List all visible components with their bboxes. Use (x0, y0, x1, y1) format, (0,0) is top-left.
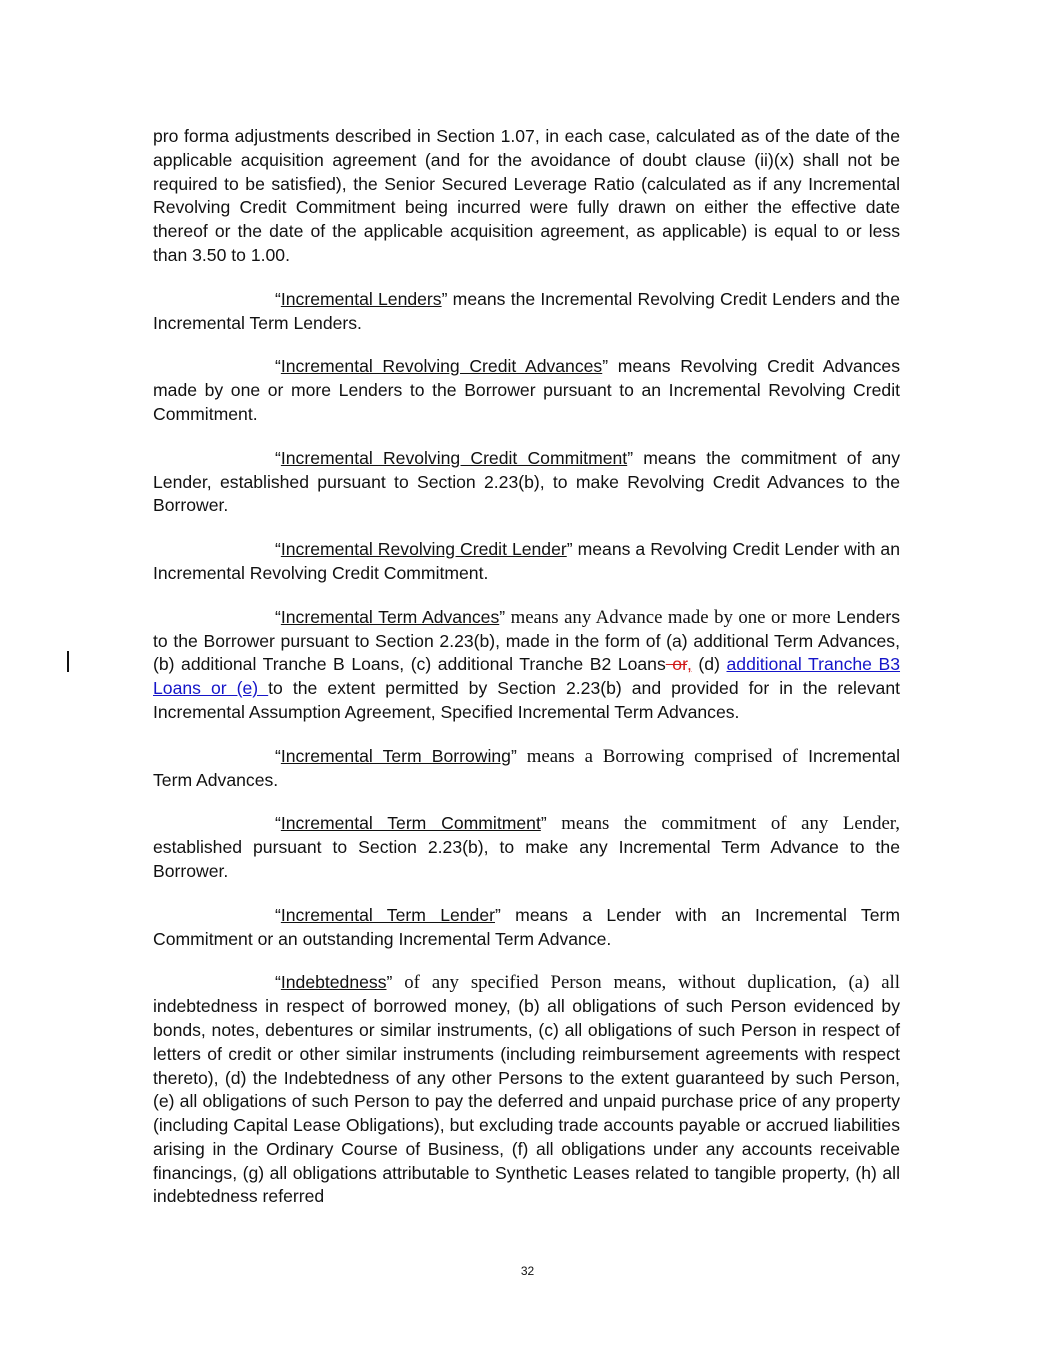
close-quote: ” (386, 972, 393, 993)
close-quote: ” (441, 288, 448, 309)
open-quote: “ (275, 539, 281, 560)
close-quote: ” (602, 356, 609, 377)
tracked-deletion: or (665, 654, 687, 675)
definition-text: means Revolving Credit Advances made by one or more Lenders to the Borrower pursuant to an Incremental Revolving Credit Commitment. (153, 356, 900, 424)
open-quote: “ (275, 606, 281, 627)
page-number: 32 (520, 1264, 535, 1278)
definition-incremental-revolving-credit-commitment (153, 447, 900, 518)
definition-incremental-term-lender (153, 904, 900, 952)
definition-incremental-lenders (153, 288, 900, 336)
definition-indebtedness (153, 971, 900, 1209)
defined-term: Incremental Revolving Credit Commitment (280, 447, 628, 468)
definition-text: means a Lender with an Incremental Term Commitment or an outstanding Incremental Term Advance. (153, 904, 900, 949)
document-page-body (153, 125, 900, 1229)
definition-text-serif: means a Borrowing comprised of (516, 745, 798, 767)
definition-text: means a Revolving Credit Lender with an Incremental Revolving Credit Commitment. (153, 539, 900, 583)
definition-text: (d) (691, 654, 720, 675)
open-quote: “ (275, 745, 281, 766)
definition-text-serif: means the commitment of any Lender, (546, 813, 900, 835)
defined-term: Incremental Term Lender (280, 904, 495, 925)
definition-text: Incremental Term Advances. (153, 745, 901, 790)
tracked-insertion-blue: additional Tranche B3 Loans or (e) (153, 654, 901, 699)
definition-text-serif: means any Advance made by one or more (505, 606, 831, 628)
definition-incremental-term-borrowing (153, 745, 900, 793)
defined-term: Incremental Term Advances (280, 606, 500, 627)
close-quote: ” (494, 904, 501, 925)
definition-text: Lenders to the Borrower pursuant to Section 2.23(b), made in the form of (a) additional Term Advances, (b) additional Tranche B Loans, (c) additional Tranche B2 Loans (153, 606, 901, 675)
open-quote: “ (275, 813, 281, 834)
definition-text: means the commitment of any Lender, established pursuant to Section 2.23(b), to make Revolving Credit Advances to the Borrower. (153, 447, 900, 516)
definition-text-serif: of any specified Person means, without duplication, (a) all (392, 972, 900, 994)
open-quote: “ (275, 288, 281, 309)
defined-term: Incremental Revolving Credit Advances (280, 356, 603, 377)
definition-text: means the Incremental Revolving Credit Lenders and the Incremental Term Lenders. (153, 288, 901, 333)
close-quote: ” (510, 745, 517, 766)
close-quote: ” (627, 447, 634, 468)
open-quote: “ (275, 356, 281, 377)
definition-incremental-term-commitment (153, 812, 900, 883)
intro-paragraph: pro forma adjustments described in Section 1.07, in each case, calculated as of the date of the applicable acquisition agreement (and for the avoidance of doubt clause (ii)(x) shall not be required to be satisfied), the Senior Secured Leverage Ratio (calculated as if any Incremental Revolving Credit Commitment being incurred were fully drawn on either the effective date thereof or the date of the applicable acquisition agreement, as applicable) is equal to or less than 3.50 to 1.00. (153, 126, 900, 265)
definition-text: indebtedness in respect of borrowed money, (b) all obligations of such Person evidenced by bonds, notes, debentures or similar instruments, (c) all obligations of such Person in respect of letters of credit or other similar instruments (including reimbursement agreements with respect thereto), (d) the Indebtedness of any other Persons to the extent guaranteed by such Person, (e) all obligations of such Person to pay the deferred and unpaid purchase price of any property (including Capital Lease Obligations), but excluding trade accounts payable or accrued liabilities arising in the Ordinary Course of Business, (f) all obligations under any accounts receivable financings, (g) all obligations attributable to Synthetic Leases related to tangible property, (h) all indebtedness referred (153, 996, 900, 1207)
defined-term: Incremental Revolving Credit Lender (280, 539, 567, 560)
definition-incremental-term-advances (153, 606, 900, 725)
open-quote: “ (275, 972, 281, 993)
close-quote: ” (499, 606, 506, 627)
close-quote: ” (540, 813, 547, 834)
defined-term: Incremental Term Commitment (280, 813, 541, 834)
open-quote: “ (275, 904, 281, 925)
definition-text: established pursuant to Section 2.23(b), to make any Incremental Term Advance to the Borrower. (153, 837, 900, 881)
tracked-insertion: , (686, 654, 692, 675)
close-quote: ” (566, 539, 573, 560)
definition-text: to the extent permitted by Section 2.23(b) and provided for in the relevant Incremental Assumption Agreement, Specified Incremental Term Advances. (153, 678, 901, 722)
defined-term: Incremental Term Borrowing (280, 745, 511, 766)
defined-term: Incremental Lenders (280, 288, 442, 309)
revision-change-bar (67, 651, 69, 672)
open-quote: “ (275, 447, 281, 468)
definition-incremental-revolving-credit-lender (153, 538, 900, 586)
definition-incremental-revolving-credit-advances (153, 355, 900, 426)
defined-term: Indebtedness (280, 972, 387, 993)
